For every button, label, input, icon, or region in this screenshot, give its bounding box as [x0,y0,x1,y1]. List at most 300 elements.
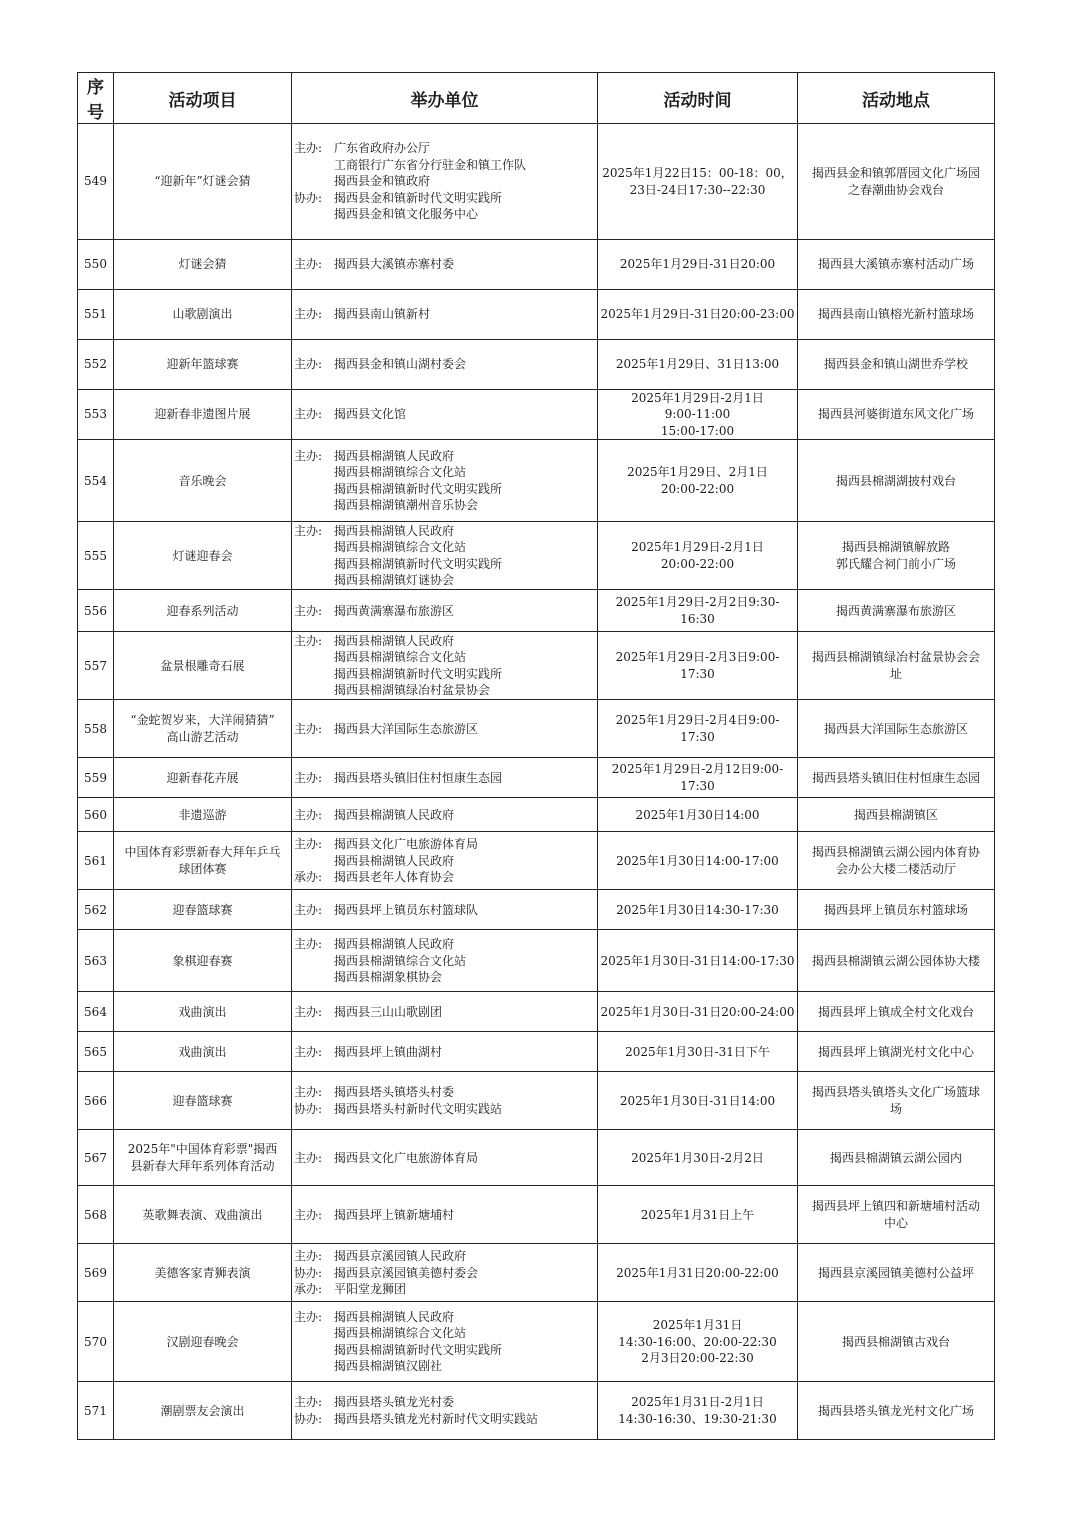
cell-activity-line: 非遗巡游 [178,807,227,822]
table-row [78,832,995,890]
organizer-role [294,497,334,513]
cell-location-line: 揭西县塔头镇龙光村文化广场 [817,1403,974,1418]
organizer-role: 主办: [294,770,323,785]
organizer-unit: 揭西县棉湖镇综合文化站 [334,953,467,968]
cell-location [798,930,995,992]
cell-location-line: 揭西县金和镇山湖世乔学校 [823,357,968,372]
cell-time-line: 2025年1月30日-31日14:00-17:30 [600,953,795,968]
cell-organizer [292,240,598,290]
organizer-line [294,1207,595,1223]
cell-activity-line: 美德客家青狮表演 [154,1265,251,1280]
organizer-unit: 平阳堂龙狮团 [334,1281,407,1296]
organizer-unit: 揭西县棉湖镇人民政府 [334,448,455,463]
table-row [78,930,995,992]
cell-location [798,1072,995,1130]
cell-location-line: 揭西县南山镇榕光新村篮球场 [817,307,974,322]
organizer-line [294,1325,595,1341]
cell-time [598,992,798,1032]
cell-time [598,798,798,832]
cell-location-line: 揭西县棉湖镇云湖公园体协大楼 [811,953,980,968]
organizer-line [294,1411,595,1427]
organizer-unit: 揭西县京溪园镇人民政府 [334,1249,467,1264]
cell-organizer [292,832,598,890]
cell-organizer [292,930,598,992]
organizer-unit: 揭西县棉湖镇新时代文明实践所 [334,1342,503,1357]
organizer-unit: 揭西县大洋国际生态旅游区 [334,721,479,736]
cell-organizer [292,1032,598,1072]
cell-organizer [292,440,598,522]
cell-activity [114,700,292,758]
organizer-unit: 揭西县文化馆 [334,407,407,422]
cell-number: 558 [78,700,114,758]
organizer-unit: 广东省政府办公厅 [334,141,431,156]
cell-activity-line: 灯谜迎春会 [172,548,233,563]
cell-activity [114,340,292,390]
cell-organizer [292,522,598,590]
organizer-line [294,448,595,464]
organizer-role [294,1342,334,1358]
cell-time [598,440,798,522]
cell-activity [114,1130,292,1186]
table-row [78,522,995,590]
cell-time [598,1382,798,1440]
cell-number: 551 [78,290,114,340]
cell-time-line: 2025年1月30日14:00 [635,807,760,822]
organizer-unit: 揭西县棉湖镇人民政府 [334,633,455,648]
cell-location [798,1382,995,1440]
cell-time [598,832,798,890]
cell-location [798,290,995,340]
organizer-role: 协办: [294,190,323,205]
organizer-line [294,173,595,189]
cell-location-line: 揭西县京溪园镇美德村公益坪 [817,1265,974,1280]
cell-activity-line: 灯谜会猜 [178,257,227,272]
cell-time-line: 2025年1月29日-2月1日 [631,391,764,405]
organizer-role [294,953,334,969]
cell-time [598,758,798,798]
cell-number: 564 [78,992,114,1032]
cell-time-line: 15:00-17:00 [660,423,735,438]
activity-schedule-table [77,72,995,1440]
organizer-unit: 揭西县塔头镇旧住村恒康生态园 [334,770,503,785]
table-row [78,240,995,290]
cell-organizer [292,798,598,832]
organizer-line [294,1309,595,1325]
organizer-role: 协办: [294,1411,323,1426]
table-header [78,73,995,124]
organizer-unit: 揭西县坪上镇曲湖村 [334,1044,443,1059]
organizer-unit: 揭西县坪上镇新塘埔村 [334,1207,455,1222]
organizer-unit: 揭西黄满寨瀑布旅游区 [334,603,455,618]
cell-location [798,1244,995,1302]
organizer-line [294,1004,595,1020]
cell-location-line: 揭西县河婆街道东风文化广场 [817,407,974,422]
cell-location-line: 揭西县坪上镇成全村文化戏台 [817,1004,974,1019]
cell-number: 552 [78,340,114,390]
cell-activity [114,632,292,700]
cell-number: 550 [78,240,114,290]
organizer-unit: 揭西县棉湖镇人民政府 [334,937,455,952]
cell-time-line: 2025年1月30日-31日14:00 [619,1093,776,1108]
cell-activity-line: 高山游艺活动 [166,729,239,744]
cell-organizer [292,632,598,700]
cell-activity [114,1072,292,1130]
cell-time-line: 20:00-22:00 [660,556,735,571]
cell-activity-line: 迎新春非遗图片展 [154,407,251,422]
organizer-role [294,157,334,173]
cell-time-line: 2025年1月31日-2月1日 [631,1395,764,1410]
organizer-line [294,633,595,649]
cell-activity [114,390,292,440]
organizer-unit: 揭西县棉湖镇新时代文明实践所 [334,556,503,571]
organizer-unit: 揭西县文化广电旅游体育局 [334,1150,479,1165]
table-body [78,124,995,1440]
organizer-line [294,1084,595,1100]
cell-time [598,632,798,700]
cell-activity-line: 潮剧票友会演出 [160,1403,245,1418]
cell-organizer [292,758,598,798]
organizer-line [294,306,595,322]
organizer-line [294,649,595,665]
organizer-unit: 揭西县塔头村新时代文明实践站 [334,1101,503,1116]
cell-time-line: 17:30 [680,729,715,744]
table-row [78,1302,995,1382]
cell-organizer [292,1186,598,1244]
cell-location-line: 揭西县棉湖镇区 [853,807,938,822]
cell-location-line: 揭西县大洋国际生态旅游区 [823,721,968,736]
organizer-role: 主办: [294,937,323,952]
organizer-role [294,1325,334,1341]
cell-number: 562 [78,890,114,930]
cell-time [598,1130,798,1186]
cell-number: 557 [78,632,114,700]
organizer-line [294,157,595,173]
organizer-unit: 揭西县棉湖镇综合文化站 [334,650,467,665]
cell-activity-line: 戏曲演出 [178,1004,227,1019]
organizer-line [294,902,595,918]
cell-number: 569 [78,1244,114,1302]
cell-location [798,522,995,590]
organizer-unit: 揭西县塔头镇龙光村委 [334,1395,455,1410]
organizer-role [294,539,334,555]
organizer-role: 承办: [294,869,323,884]
cell-time-line: 14:30-16:00、20:00-22:30 [618,1334,777,1349]
organizer-role [294,481,334,497]
cell-location [798,390,995,440]
cell-time-line: 20:00-22:00 [660,481,735,496]
header-activity: 活动项目 [114,73,292,124]
organizer-role [294,572,334,588]
cell-location [798,240,995,290]
organizer-unit: 揭西县老年人体育协会 [334,869,455,884]
cell-activity [114,1032,292,1072]
cell-organizer [292,992,598,1032]
organizer-role: 主办: [294,257,323,272]
cell-number: 563 [78,930,114,992]
organizer-line [294,497,595,513]
organizer-line [294,256,595,272]
header-number: 序号 [78,73,114,124]
cell-location [798,124,995,240]
cell-location-line: 之春潮曲协会戏台 [847,182,944,197]
cell-location-line: 揭西县坪上镇四和新塘埔村活动 [811,1199,980,1214]
cell-location-line: 揭西县塔头镇旧住村恒康生态园 [811,770,980,785]
cell-activity-line: 迎春篮球赛 [172,902,233,917]
cell-time [598,700,798,758]
organizer-line [294,721,595,737]
organizer-line [294,936,595,952]
organizer-line [294,969,595,985]
organizer-unit: 揭西县南山镇新村 [334,307,431,322]
cell-time-line: 2025年1月29日-31日20:00 [619,257,776,272]
cell-time-line: 2025年1月29日-31日20:00-23:00 [600,307,795,322]
organizer-role: 主办: [294,1207,323,1222]
cell-organizer [292,1130,598,1186]
cell-location-line: 场 [889,1101,902,1116]
table-row [78,700,995,758]
cell-number: 559 [78,758,114,798]
organizer-unit: 揭西县棉湖镇综合文化站 [334,1326,467,1341]
cell-time [598,522,798,590]
cell-location [798,832,995,890]
cell-time [598,1072,798,1130]
organizer-unit: 揭西县棉湖镇综合文化站 [334,465,467,480]
organizer-role: 主办: [294,1395,323,1410]
table-row [78,590,995,632]
cell-location-line: 揭西县棉湖镇云湖公园内 [829,1150,962,1165]
cell-location-line: 揭西县塔头镇塔头文化广场篮球 [811,1085,980,1100]
cell-time [598,890,798,930]
header-organizer: 举办单位 [292,73,598,124]
organizer-unit: 揭西县棉湖镇灯谜协会 [334,573,455,588]
table-row [78,124,995,240]
organizer-unit: 揭西县大溪镇赤寨村委 [334,257,455,272]
organizer-unit: 揭西县棉湖象棋协会 [334,969,443,984]
cell-location-line: 郭氏耀合祠门前小广场 [835,556,956,571]
cell-time-line: 2025年1月30日14:00-17:00 [616,853,779,868]
cell-activity [114,1244,292,1302]
organizer-unit: 揭西县京溪园镇美德村委会 [334,1265,479,1280]
organizer-line [294,206,595,222]
organizer-role: 主办: [294,357,323,372]
cell-time [598,1032,798,1072]
organizer-line [294,666,595,682]
cell-activity-line: 戏曲演出 [178,1044,227,1059]
organizer-unit: 揭西县金和镇文化服务中心 [334,207,479,222]
organizer-role: 主办: [294,902,323,917]
organizer-role [294,666,334,682]
cell-organizer [292,700,598,758]
cell-location-line: 揭西县棉湖镇云湖公园内体育协 [811,845,980,860]
cell-time [598,240,798,290]
cell-location-line: 中心 [883,1215,908,1230]
cell-activity [114,522,292,590]
cell-location-line: 址 [889,666,902,681]
cell-activity [114,240,292,290]
cell-time-line: 23日-24日17:30--22:30 [629,182,766,197]
organizer-unit: 揭西县塔头镇龙光村新时代文明实践站 [334,1411,539,1426]
cell-time [598,930,798,992]
cell-activity-line: 象棋迎春赛 [172,953,233,968]
organizer-line [294,539,595,555]
cell-location [798,590,995,632]
cell-activity-line: 汉剧迎春晚会 [166,1334,239,1349]
table-row [78,758,995,798]
table-row [78,1244,995,1302]
cell-activity-line: “金蛇贺岁来，大洋闹猜猜” [130,713,275,728]
cell-time [598,290,798,340]
organizer-role: 主办: [294,523,323,538]
cell-activity [114,1186,292,1244]
cell-time-line: 2025年1月29日、2月1日 [627,465,768,480]
cell-activity [114,930,292,992]
cell-location-line: 揭西县棉湖镇古戏台 [841,1334,950,1349]
cell-activity [114,758,292,798]
cell-location [798,758,995,798]
organizer-unit: 揭西县棉湖镇潮州音乐协会 [334,498,479,513]
cell-activity-line: 迎新春花卉展 [166,770,239,785]
table-row [78,632,995,700]
organizer-role: 承办: [294,1281,323,1296]
organizer-role: 主办: [294,721,323,736]
cell-activity [114,798,292,832]
organizer-line [294,953,595,969]
cell-organizer [292,1072,598,1130]
table-row [78,290,995,340]
organizer-role: 主办: [294,1044,323,1059]
organizer-role [294,173,334,189]
cell-time [598,340,798,390]
organizer-unit: 揭西县坪上镇员东村篮球队 [334,902,479,917]
organizer-unit: 揭西县金和镇山湖村委会 [334,357,467,372]
cell-activity [114,1302,292,1382]
header-time: 活动时间 [598,73,798,124]
cell-number: 555 [78,522,114,590]
cell-time-line: 2025年1月30日-31日20:00-24:00 [600,1004,795,1019]
cell-time-line: 9:00-11:00 [664,407,731,422]
organizer-unit: 揭西县金和镇新时代文明实践所 [334,190,503,205]
table-row [78,1072,995,1130]
organizer-line [294,556,595,572]
cell-location [798,700,995,758]
cell-location-line: 会办公大楼二楼活动厅 [835,861,956,876]
cell-location [798,632,995,700]
table-row [78,1186,995,1244]
cell-activity-line: 迎新年篮球赛 [166,357,239,372]
organizer-unit: 揭西县棉湖镇汉剧社 [334,1359,443,1374]
table-row [78,1130,995,1186]
organizer-line [294,1342,595,1358]
cell-location-line: 揭西县大溪镇赤寨村活动广场 [817,257,974,272]
header-row [78,73,995,124]
cell-number: 568 [78,1186,114,1244]
cell-activity [114,440,292,522]
cell-time [598,1302,798,1382]
organizer-line [294,1281,595,1297]
cell-time-line: 2025年1月29日-2月4日9:00- [615,713,780,728]
cell-activity-line: 中国体育彩票新春大拜年乒乓 [124,845,281,860]
cell-location-line: 揭西县棉湖湖披村戏台 [835,473,956,488]
cell-activity [114,590,292,632]
organizer-role: 主办: [294,807,323,822]
organizer-line [294,682,595,698]
cell-number: 561 [78,832,114,890]
cell-number: 565 [78,1032,114,1072]
cell-time-line: 16:30 [680,611,715,626]
cell-location-line: 揭西黄满寨瀑布旅游区 [835,603,956,618]
organizer-role: 主办: [294,1085,323,1100]
cell-number: 553 [78,390,114,440]
cell-time [598,390,798,440]
cell-activity [114,890,292,930]
cell-location [798,798,995,832]
organizer-role [294,206,334,222]
cell-activity-line: “迎新年”灯谜会猜 [154,174,251,189]
cell-organizer [292,1302,598,1382]
cell-location [798,1130,995,1186]
cell-activity-line: 2025年"中国体育彩票"揭西 [127,1142,278,1157]
table-row [78,440,995,522]
cell-time [598,590,798,632]
organizer-line [294,1394,595,1410]
header-location: 活动地点 [798,73,995,124]
organizer-unit: 揭西县塔头镇塔头村委 [334,1085,455,1100]
cell-number: 571 [78,1382,114,1440]
table-row [78,390,995,440]
organizer-role: 主办: [294,448,323,463]
cell-activity-line: 英歌舞表演、戏曲演出 [142,1207,263,1222]
cell-activity-line: 盆景根雕奇石展 [160,658,245,673]
cell-activity [114,1382,292,1440]
organizer-unit: 揭西县三山山歌剧团 [334,1004,443,1019]
table-row [78,1382,995,1440]
organizer-line [294,807,595,823]
cell-activity-line: 县新春大拜年系列体育活动 [130,1158,275,1173]
cell-time-line: 2025年1月30日-2月2日 [631,1150,764,1165]
organizer-line [294,1101,595,1117]
cell-location [798,992,995,1032]
organizer-role: 主办: [294,1150,323,1165]
organizer-role: 协办: [294,1265,323,1280]
organizer-line [294,572,595,588]
organizer-role [294,464,334,480]
cell-activity-line: 音乐晚会 [178,473,227,488]
cell-time [598,1244,798,1302]
cell-number: 567 [78,1130,114,1186]
organizer-line [294,869,595,885]
organizer-line [294,140,595,156]
organizer-line [294,853,595,869]
organizer-role [294,649,334,665]
cell-time-line: 2025年1月31日上午 [640,1207,755,1222]
organizer-role [294,969,334,985]
organizer-role: 主办: [294,633,323,648]
cell-location-line: 揭西县棉湖镇解放路 [841,540,950,555]
organizer-unit: 揭西县棉湖镇绿冶村盆景协会 [334,683,491,698]
cell-time-line: 2025年1月29日-2月1日 [631,540,764,555]
organizer-role: 主办: [294,603,323,618]
cell-time-line: 17:30 [680,666,715,681]
cell-activity-line: 山歌剧演出 [172,307,233,322]
organizer-role: 主办: [294,1249,323,1264]
cell-time-line: 14:30-16:30、19:30-21:30 [618,1411,777,1426]
organizer-unit: 揭西县棉湖镇人民政府 [334,1309,455,1324]
cell-location [798,890,995,930]
organizer-line [294,1248,595,1264]
cell-location-line: 揭西县棉湖镇绿冶村盆景协会会 [811,650,980,665]
cell-organizer [292,590,598,632]
table-row [78,340,995,390]
